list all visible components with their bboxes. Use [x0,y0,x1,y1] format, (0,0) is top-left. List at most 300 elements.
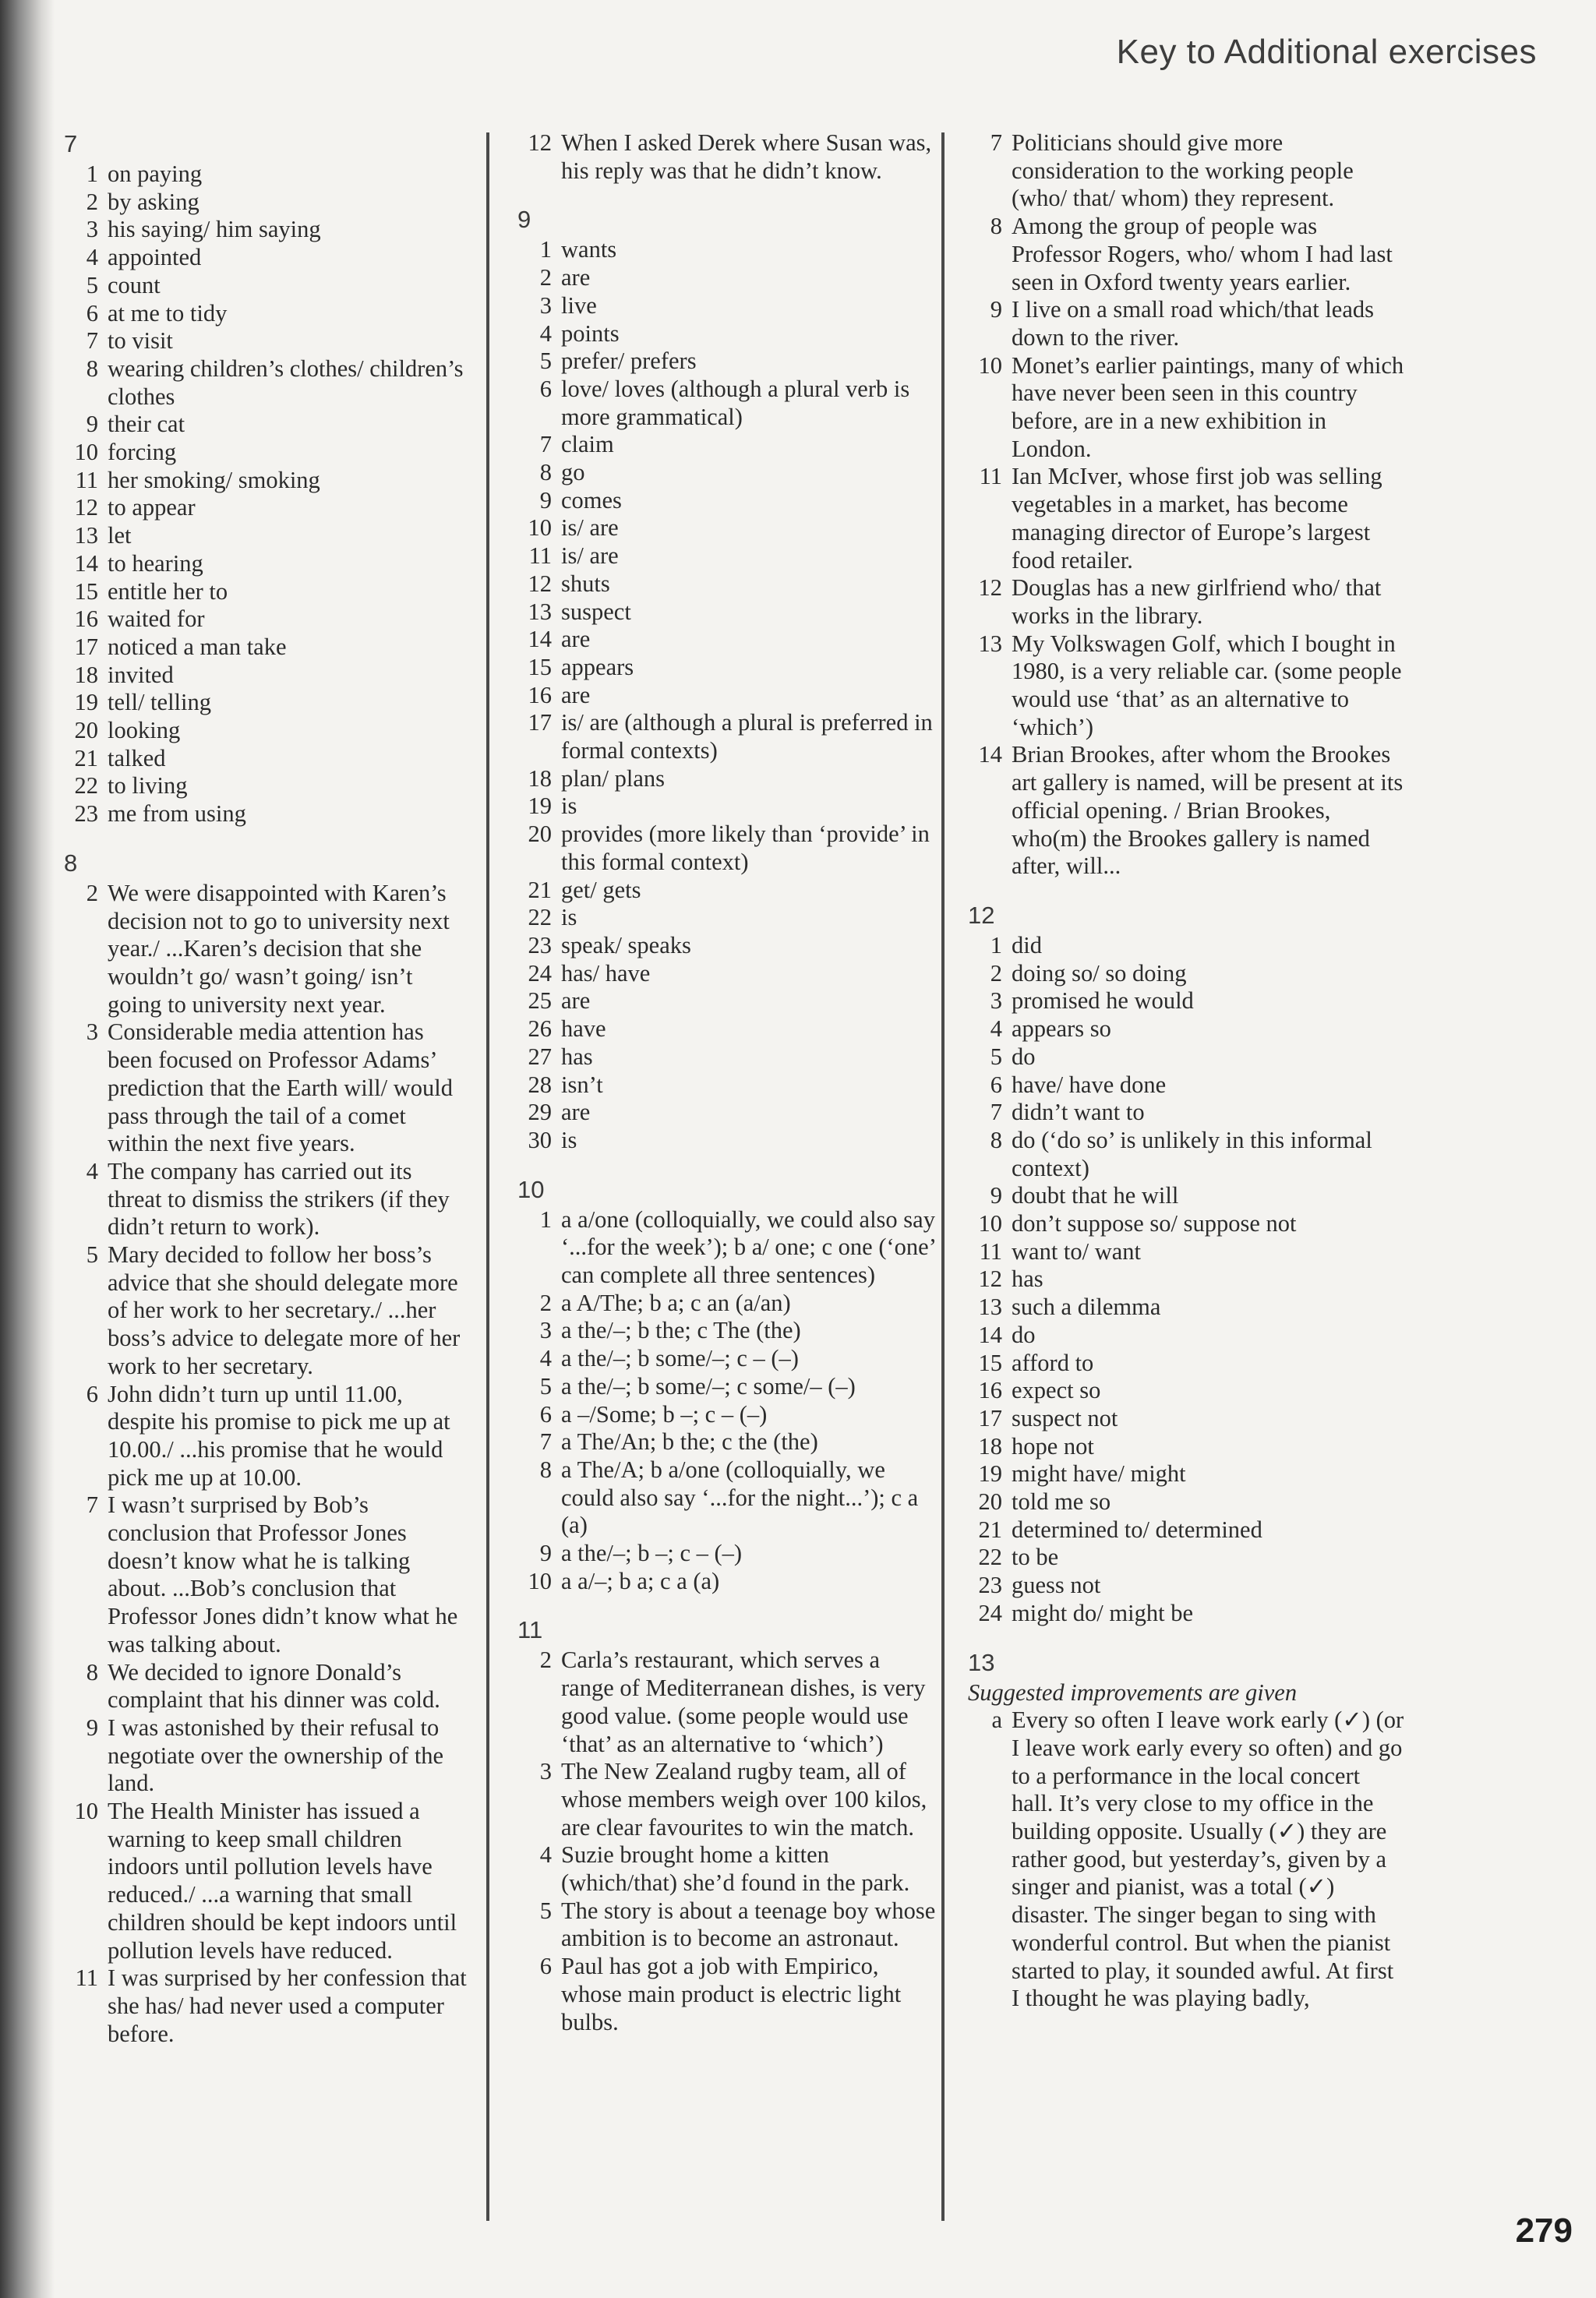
answer-text: has [561,1043,593,1070]
answer-number: 17 [528,709,552,736]
answer-text: afford to [1012,1349,1094,1376]
answer-number: 5 [539,1372,552,1400]
exercise-section [517,1175,938,1596]
answer-number: 3 [539,1317,552,1344]
answer-item [968,630,1404,742]
exercise-section [64,129,469,828]
answer-number: 12 [978,1265,1002,1293]
answer-number: 16 [74,605,98,633]
answer-number: 7 [86,327,98,355]
answer-text: to appear [108,494,196,521]
answer-text: The Health Minister has issued a warning to keep small children indoors until pollution levels have reduced./ ...a warning that small children should be kept indoors until pollution levels have reduced. [108,1798,457,1964]
answer-text: forcing [108,439,177,466]
answer-number: 3 [539,1758,552,1785]
answer-item [64,189,469,217]
answer-item [64,439,469,467]
answer-number: 2 [86,188,98,215]
answer-text: expect so [1012,1377,1101,1404]
answer-item [968,987,1404,1015]
answer-text: such a dilemma [1012,1294,1161,1321]
exercise-number: 9 [517,206,531,234]
answer-number: 9 [539,486,552,514]
exercise-number: 13 [968,1648,995,1676]
answer-item [64,662,469,690]
answer-item [517,236,938,264]
answer-item [517,292,938,320]
answer-text: a the/–; b some/–; c – (–) [561,1345,799,1372]
answer-text: didn’t want to [1012,1099,1145,1126]
answer-item [968,129,1404,213]
answer-number: 23 [528,931,552,958]
answer-number: 18 [74,661,98,688]
answer-number: 14 [978,1321,1002,1348]
answer-item [64,605,469,634]
answer-item [64,300,469,328]
answer-item [968,352,1404,464]
answer-text: tell/ telling [108,689,211,716]
answer-number: 8 [86,355,98,382]
answer-text: wearing children’s clothes/ children’s clothes [108,355,464,410]
answer-item [517,1897,938,1953]
answer-text: is/ are [561,542,619,570]
answer-text: to visit [108,327,173,355]
answer-text: do [1012,1043,1036,1070]
answer-item [64,772,469,800]
answer-item [968,1488,1404,1516]
answer-text: did [1012,931,1042,958]
answer-number: 20 [528,821,552,848]
answer-text: is/ are [561,514,619,542]
answer-text: have/ have done [1012,1071,1167,1098]
answer-text: told me so [1012,1488,1111,1516]
answer-text: at me to tidy [108,299,228,327]
answer-item [517,376,938,431]
answer-number: 18 [978,1432,1002,1460]
answer-item [517,904,938,932]
answer-text: a The/An; b the; c the (the) [561,1428,818,1456]
answer-item [517,1568,938,1596]
answer-text: are [561,626,591,653]
answer-number: 5 [539,1897,552,1924]
answer-item [968,1071,1404,1100]
answer-item [968,574,1404,630]
answer-text: prefer/ prefers [561,348,697,375]
answer-number: 14 [74,549,98,577]
answer-text: appointed [108,244,202,271]
answer-item [64,244,469,272]
answer-text: do (‘do so’ is unlikely in this informal context) [1012,1126,1372,1181]
answer-item [64,1158,469,1241]
exercise-number: 8 [64,849,78,877]
answer-text: Paul has got a job with Empirico, whose main product is electric light bulbs. [561,1953,902,2035]
answer-text: love/ loves (although a plural verb is more grammatical) [561,375,910,430]
answer-item [64,745,469,773]
answer-number: 10 [978,1210,1002,1237]
answer-item [517,765,938,793]
answer-item [517,129,938,185]
answer-text: Douglas has a new girlfriend who/ that works in the library. [1012,574,1382,629]
answer-text: by asking [108,188,200,215]
answer-number: 11 [528,542,552,570]
answer-text: are [561,681,591,708]
answer-number: 19 [74,689,98,716]
answer-text: suspect [561,598,631,625]
answer-item [64,1241,469,1381]
answer-number: 19 [978,1460,1002,1488]
answer-number: 27 [528,1043,552,1070]
answer-text: their cat [108,411,185,438]
answer-number: 3 [990,987,1002,1015]
answer-item [64,411,469,439]
answer-number: 5 [539,348,552,375]
answer-number: 5 [86,1241,98,1269]
answer-item [517,682,938,710]
answer-number: 23 [978,1572,1002,1599]
answer-text: a The/A; b a/one (colloquially, we could also say ‘...for the night...’); c a (a) [561,1456,919,1539]
answer-text: points [561,319,620,347]
exercise-section [517,205,938,1154]
answer-text: John didn’t turn up until 11.00, despite his promise to pick me up at 10.00./ ...his promise that he would pick me up at 10.00. [108,1380,450,1491]
answer-item [517,1401,938,1429]
answer-text: to hearing [108,549,203,577]
answer-item [64,1964,469,2048]
answer-text: I wasn’t surprised by Bob’s conclusion that Professor Jones doesn’t know what he is talking about. ...Bob’s conclusion that Professor Jones didn’t know what he was talking about. [108,1491,458,1657]
answer-item [517,487,938,515]
answer-number: 15 [528,653,552,680]
answer-number: 6 [539,1400,552,1428]
answer-text: Ian McIver, whose first job was selling vegetables in a market, has become managing director of Europe’s largest food retailer. [1012,463,1382,574]
answer-text: is [561,792,577,820]
answer-number: 11 [979,463,1002,490]
answer-text: me from using [108,800,246,828]
answer-text: Politicians should give more consideration to the working people (who/ that/ whom) they represent. [1012,129,1354,212]
answer-item [64,634,469,662]
answer-item [968,1294,1404,1322]
answer-number: 22 [74,772,98,800]
answer-item [968,1015,1404,1043]
answer-item [968,1516,1404,1544]
answer-item [517,264,938,292]
answer-number: 12 [978,574,1002,602]
answer-number: 2 [539,1647,552,1674]
answer-text: The New Zealand rugby team, all of whose members weigh over 100 kilos, are clear favourites to win the match. [561,1758,927,1841]
answer-item [517,1345,938,1373]
answer-item [968,1322,1404,1350]
column-divider-right [941,132,945,2221]
answer-text: Carla’s restaurant, which serves a range of Mediterranean dishes, is very good value. (some people would use ‘that’ as an alternative to ‘which’) [561,1647,926,1757]
answer-item [517,1428,938,1456]
answer-number: 1 [990,931,1002,958]
answer-item [517,1206,938,1290]
answer-text: determined to/ determined [1012,1516,1262,1543]
answer-text: a a/one (colloquially, we could also say ‘...for the week’); b a/ one; c one (‘one’ can complete all three sentences) [561,1205,935,1289]
answer-item [64,1018,469,1158]
answer-item [64,467,469,495]
answer-number: 7 [539,1428,552,1456]
answer-item [517,1758,938,1841]
answer-number: 2 [539,264,552,291]
answer-number: 25 [528,987,552,1015]
answer-number: 16 [528,681,552,708]
exercise-section [517,1615,938,2036]
answer-text: waited for [108,605,205,633]
answer-number: 16 [978,1377,1002,1404]
answer-item [64,1381,469,1492]
answer-item [64,1659,469,1714]
answer-text: wants [561,236,617,263]
answer-item [968,1265,1404,1294]
answer-text: appears so [1012,1015,1111,1043]
exercise-intro: Suggested improvements are given [968,1678,1298,1706]
answer-item [64,717,469,745]
page-number: 279 [1515,2212,1573,2250]
answer-item [517,821,938,876]
answer-text: isn’t [561,1071,603,1098]
answer-number: 12 [528,570,552,597]
answer-number: 1 [539,1205,552,1233]
answer-number: 7 [86,1491,98,1519]
answer-number: a [991,1707,1002,1734]
answer-number: 28 [528,1071,552,1098]
answer-text: guess not [1012,1572,1101,1599]
answer-text: is [561,904,577,931]
answer-text: Suzie brought home a kitten (which/that) she’d found in the park. [561,1841,910,1897]
answer-number: 9 [539,1540,552,1567]
answer-column-2 [517,129,938,2056]
answer-number: 4 [539,1345,552,1372]
answer-item [517,459,938,487]
answer-item [64,216,469,244]
answer-text: I was astonished by their refusal to negotiate over the ownership of the land. [108,1714,444,1797]
answer-text: speak/ speaks [561,931,691,958]
answer-item [517,598,938,627]
answer-number: 2 [990,959,1002,987]
page-header: Key to Additional exercises [1116,33,1537,71]
answer-item [968,1707,1404,2013]
answer-item [968,741,1404,881]
answer-item [517,1071,938,1100]
answer-item [968,1572,1404,1600]
answer-text: Considerable media attention has been focused on Professor Adams’ prediction that the Earth will/ would pass through the tail of a comet within the next five years. [108,1018,453,1157]
answer-text: might do/ might be [1012,1599,1193,1626]
answer-text: Every so often I leave work early (✓) (or I leave work early every so often) and go to a performance in the local concert hall. It’s very close to my office in the building opposite. Usually (✓) they are rather good, but yesterday’s, given by a singer and pianist, was a total (✓) disaster. The singer began to sing with wonderful control. But when the pianist started to play, it sounded awful. At first I thought he was playing badly, [1012,1707,1404,2012]
answer-text: promised he would [1012,987,1194,1015]
answer-number: 24 [978,1599,1002,1626]
answer-text: go [561,459,585,486]
answer-number: 21 [978,1516,1002,1543]
answer-number: 21 [74,744,98,771]
answer-item [968,1377,1404,1405]
answer-text: have [561,1015,606,1043]
answer-item [968,1182,1404,1210]
answer-text: suspect not [1012,1404,1118,1431]
answer-number: 12 [528,129,552,156]
answer-number: 10 [528,1567,552,1594]
answer-number: 15 [74,577,98,605]
answer-item [517,626,938,654]
answer-number: 13 [528,598,552,625]
answer-item [64,550,469,578]
exercise-number: 11 [517,1616,543,1644]
answer-text: are [561,264,591,291]
answer-text: hope not [1012,1432,1094,1460]
answer-item [517,348,938,376]
answer-number: 20 [978,1488,1002,1516]
answer-number: 2 [86,879,98,906]
answer-item [64,494,469,522]
answer-text: Among the group of people was Professor Rogers, who/ whom I had last seen in Oxford twenty years earlier. [1012,213,1393,295]
answer-number: 21 [528,876,552,903]
answer-text: The company has carried out its threat to dismiss the strikers (if they didn’t return to work). [108,1157,450,1241]
answer-item [517,542,938,570]
answer-number: 8 [990,213,1002,240]
answer-item [968,296,1404,351]
exercise-number: 10 [517,1175,545,1203]
answer-item [517,1841,938,1897]
answer-item [968,1127,1404,1182]
answer-text: his saying/ him saying [108,216,321,243]
answer-item [968,1460,1404,1488]
answer-item [517,431,938,459]
answer-text: has/ have [561,959,651,987]
answer-item [64,880,469,1019]
answer-text: talked [108,744,166,771]
answer-item [64,522,469,550]
answer-number: 17 [978,1404,1002,1431]
exercise-section [968,129,1404,881]
answer-item [517,1290,938,1318]
answer-text: might have/ might [1012,1460,1186,1488]
answer-text: My Volkswagen Golf, which I bought in 1980, is a very reliable car. (some people would use ‘that’ as an alternative to ‘which’) [1012,630,1402,740]
answer-text: is [561,1126,577,1153]
answer-text: are [561,1099,591,1126]
answer-item [517,877,938,905]
answer-text: comes [561,486,622,514]
answer-item [64,800,469,828]
page-spine-shadow [0,0,55,2298]
answer-text: get/ gets [561,876,641,903]
answer-number: 4 [539,1841,552,1869]
answer-number: 10 [74,439,98,466]
answer-number: 15 [978,1349,1002,1376]
answer-number: 7 [990,129,1002,156]
answer-item [517,1043,938,1071]
answer-number: 22 [978,1544,1002,1571]
answer-text: want to/ want [1012,1237,1142,1265]
answer-number: 9 [990,296,1002,323]
answer-number: 17 [74,633,98,660]
answer-item [968,213,1404,296]
answer-text: to living [108,772,188,800]
exercise-number: 12 [968,901,995,929]
answer-item [517,792,938,821]
answer-text: I live on a small road which/that leads down to the river. [1012,296,1374,351]
answer-number: 8 [990,1126,1002,1153]
answer-item [968,932,1404,960]
answer-number: 14 [528,626,552,653]
answer-item [64,327,469,355]
exercise-section [517,129,938,185]
answer-number: 13 [978,630,1002,657]
answer-number: 13 [74,522,98,549]
answer-item [517,932,938,960]
answer-number: 10 [528,514,552,542]
answer-column-1 [64,129,469,2068]
answer-number: 1 [86,161,98,187]
answer-text: let [108,522,132,549]
answer-number: 11 [75,466,98,493]
answer-item [968,463,1404,574]
answer-text: Monet’s earlier paintings, many of which have never been seen in this country before, are in a new exhibition in London. [1012,351,1404,462]
answer-text: has [1012,1265,1043,1293]
answer-text: We decided to ignore Donald’s complaint that his dinner was cold. [108,1658,440,1714]
answer-item [517,320,938,348]
answer-text: doing so/ so doing [1012,959,1187,987]
answer-item [64,689,469,717]
answer-item [517,1373,938,1401]
answer-text: entitle her to [108,577,228,605]
answer-item [517,1317,938,1345]
answer-text: doubt that he will [1012,1182,1179,1209]
answer-text: a the/–; b some/–; c some/– (–) [561,1372,856,1400]
answer-number: 9 [990,1182,1002,1209]
answer-item [517,1647,938,1758]
answer-number: 8 [86,1658,98,1686]
answer-text: looking [108,717,181,744]
answer-text: We were disappointed with Karen’s decision not to go to university next year./ ...Karen’s decision that she wouldn’t go/ wasn’t going/ isn’t going to university next year. [108,879,450,1018]
answer-item [64,1714,469,1798]
answer-number: 22 [528,904,552,931]
answer-number: 5 [990,1043,1002,1070]
answer-text: is/ are (although a plural is preferred in formal contexts) [561,709,933,764]
answer-number: 7 [539,431,552,458]
answer-number: 6 [539,375,552,402]
answer-number: 11 [75,1964,98,1992]
answer-item [64,1798,469,1964]
answer-number: 3 [539,291,552,319]
exercise-section [968,1648,1404,2013]
answer-item [517,654,938,682]
answer-number: 6 [539,1953,552,1980]
answer-text: a a/–; b a; c a (a) [561,1567,720,1594]
answer-text: live [561,291,597,319]
answer-text: claim [561,431,614,458]
answer-number: 20 [74,717,98,744]
answer-number: 9 [86,1714,98,1741]
answer-item [517,1456,938,1540]
exercise-number: 7 [64,130,78,157]
answer-text: don’t suppose so/ suppose not [1012,1210,1297,1237]
answer-text: appears [561,653,634,680]
answer-text: When I asked Derek where Susan was, his reply was that he didn’t know. [561,129,932,184]
answer-item [968,1238,1404,1266]
answer-text: provides (more likely than ‘provide’ in this formal context) [561,821,930,875]
answer-item [968,1600,1404,1628]
answer-number: 8 [539,1456,552,1483]
answer-column-3 [968,129,1404,2033]
answer-text: a the/–; b the; c The (the) [561,1317,801,1344]
answer-number: 2 [539,1289,552,1316]
answer-item [517,960,938,988]
answer-item [517,709,938,764]
answer-text: a the/–; b –; c – (–) [561,1540,743,1567]
answer-number: 10 [978,351,1002,379]
answer-text: invited [108,661,174,688]
answer-number: 18 [528,764,552,792]
answer-text: on paying [108,161,203,187]
answer-text: noticed a man take [108,633,287,660]
answer-item [64,272,469,300]
